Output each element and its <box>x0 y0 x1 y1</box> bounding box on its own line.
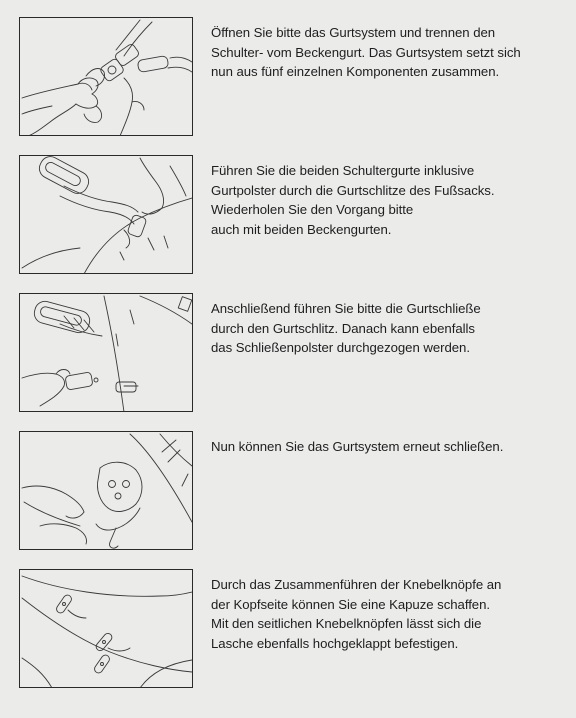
text-line: Durch das Zusammenführen der Knebelknöpfe an <box>211 577 502 592</box>
illustration-frame <box>19 17 193 136</box>
step-4 <box>0 431 576 551</box>
step-4-text <box>211 437 561 457</box>
step-3 <box>0 293 576 413</box>
step-1-text <box>211 23 561 82</box>
text-line: der Kopfseite können Sie eine Kapuze schaffen. <box>211 596 490 612</box>
step-2-text <box>211 161 561 239</box>
buckle-through-slot-illustration <box>20 294 193 412</box>
text-line: Öffnen Sie bitte das Gurtsystem und trennen den <box>211 25 496 40</box>
illustration-frame <box>19 293 193 412</box>
text-line: Lasche ebenfalls hochgeklappt befestigen. <box>211 635 459 651</box>
text-line: Wiederholen Sie den Vorgang bitte <box>211 202 414 218</box>
text-line: Mit den seitlichen Knebelknöpfen lässt sich die <box>211 616 482 632</box>
step-2 <box>0 155 576 275</box>
text-line: Anschließend führen Sie bitte die Gurtschließe <box>211 301 481 316</box>
text-line: das Schließenpolster durchgezogen werden. <box>211 340 470 356</box>
text-line: nun aus fünf einzelnen Komponenten zusammen. <box>211 64 500 80</box>
text-line: durch den Gurtschlitz. Danach kann ebenfalls <box>211 320 475 336</box>
toggle-buttons-hood-illustration <box>20 570 193 688</box>
step-3-text <box>211 299 561 358</box>
hand-opening-harness-buckle-illustration <box>20 18 193 136</box>
illustration-frame <box>19 569 193 688</box>
step-1 <box>0 17 576 137</box>
step-5 <box>0 569 576 689</box>
text-line: Gurtpolster durch die Gurtschlitze des Fußsacks. <box>211 182 495 198</box>
text-line: Nun können Sie das Gurtsystem erneut schließen. <box>211 439 504 454</box>
hands-threading-shoulder-strap-illustration <box>20 156 193 274</box>
hands-closing-harness-illustration <box>20 432 193 550</box>
step-5-text <box>211 575 561 653</box>
illustration-frame <box>19 155 193 274</box>
text-line: Schulter- vom Beckengurt. Das Gurtsystem setzt sich <box>211 44 521 60</box>
text-line: Führen Sie die beiden Schultergurte inklusive <box>211 163 475 178</box>
illustration-frame <box>19 431 193 550</box>
text-line: auch mit beiden Beckengurten. <box>211 221 392 237</box>
